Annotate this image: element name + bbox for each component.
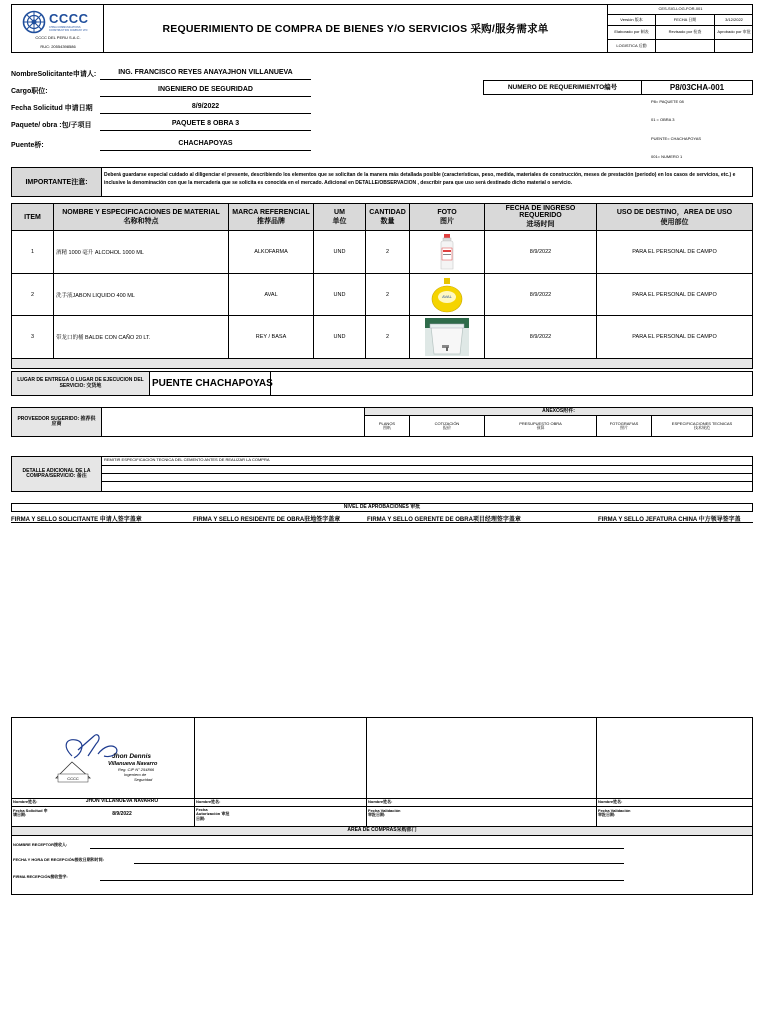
row-foto: [410, 316, 485, 358]
row-um: UND: [314, 316, 366, 358]
fecha-value: 3/12/2022: [725, 16, 743, 22]
sig1-fecha-label: Fecha Solicitud 申请日期:: [13, 808, 48, 818]
firma-jefatura: FIRMA Y SELLO JEFATURA CHINA 中方领导签字盖: [598, 517, 741, 523]
req-note-4: 001= NUMERO 1: [651, 154, 683, 159]
anexo-fotografias-zh: 照片: [620, 425, 628, 430]
sig1-fecha-value[interactable]: 8/9/2022: [112, 811, 132, 817]
firma-recepcion-label: FIRMA RECEPCIÓN接收签字:: [13, 874, 68, 879]
receptor-line[interactable]: [90, 848, 624, 849]
importante-label: IMPORTANTE注意:: [12, 168, 102, 196]
anexo-fotografias[interactable]: [597, 416, 652, 436]
anexo-presupuesto-es: PRESUPUESTO OBRA: [519, 420, 562, 426]
cargo-label: Cargo职位:: [11, 88, 48, 95]
bucket-with-tap-photo: [425, 318, 469, 356]
col-header-uso-zh: 使用部位: [660, 219, 689, 226]
area-blank-1: [656, 40, 715, 52]
anexo-especificaciones-zh: 技术规范: [694, 425, 710, 430]
table-footer-band: [12, 359, 752, 368]
col-header-uso: [597, 204, 752, 230]
requerimiento-value[interactable]: P8/03CHA-001: [669, 83, 725, 92]
proveedor-input[interactable]: [102, 408, 365, 436]
anexo-planos-es: PLANOS: [378, 420, 396, 426]
row-item: 3: [12, 316, 54, 358]
logo-name: CCCC: [49, 11, 89, 26]
sig3-nombre-label: Nombre姓名:: [368, 799, 393, 804]
puente-value[interactable]: CHACHAPOYAS: [100, 140, 311, 151]
importante-text: Deberá guardarse especial cuidado al diligenciar el presente, describiendo los elementos que se solicitan de la manera más detallada posible (características, peso, medida, materiales de construcción, meses de prestación (periodo) en los casos de servicios, etc.) e inclusive la denominación con que la mercadería que se solicita es conocida en el mercado. Adicional en DETALLE/OBSERVACION , describir para que uso será destinado dicho material o servicio.: [104, 172, 736, 186]
col-header-fecha: [485, 204, 597, 230]
row-um: UND: [314, 274, 366, 315]
col-header-cantidad: [366, 204, 410, 230]
header-block: [11, 4, 753, 53]
firma-residente: FIRMA Y SELLO RESIDENTE DE OBRA驻地签字盖章: [193, 517, 341, 523]
anexo-planos[interactable]: [365, 416, 410, 436]
aprobado-label: Aprobado por 审批: [717, 29, 751, 35]
col-header-marca-zh: 推荐品牌: [257, 217, 285, 225]
meta-row-area: [608, 40, 753, 52]
revisado-label: Revisado por 检查: [656, 26, 715, 39]
meta-block: [607, 5, 752, 52]
row-foto: [410, 231, 485, 273]
lugar-value[interactable]: PUENTE CHACHAPOYAS: [152, 378, 273, 389]
lugar-box: [11, 371, 753, 396]
version-label: Versión 版本: [608, 15, 656, 25]
company-name: CCCC DEL PERU S.A.C.: [35, 35, 81, 40]
paquete-value[interactable]: PAQUETE 8 OBRA 3: [100, 120, 311, 131]
table-row: [12, 274, 752, 316]
col-header-uso-es: USO DE DESTINO，AREA DE USO: [616, 209, 733, 216]
paquete-label: Paquete/ obra :包/子项目: [11, 122, 92, 129]
meta-row-version: [608, 15, 753, 26]
lugar-label: LUGAR DE ENTREGA O LUGAR DE EJECUCION DEL SERVICIO: 交货地: [12, 372, 150, 395]
anexo-cotizacion-zh: 报价: [443, 425, 451, 430]
cccc-logo-icon: [22, 10, 46, 34]
row-um: UND: [314, 231, 366, 273]
stamp-line-1: Jhon Dennis: [112, 753, 152, 760]
row-cantidad: 2: [366, 231, 410, 273]
meta-row-roles: [608, 26, 753, 40]
col-header-um: [314, 204, 366, 230]
area-compras-title: ÁREA DE COMPRAS采购部门: [12, 826, 752, 836]
items-table: [11, 203, 753, 369]
req-note-3: PUENTE= CHACHAPOYAS: [651, 136, 702, 141]
solicitante-label: NombreSolicitante申请人:: [11, 71, 97, 78]
col-header-foto-zh: 图片: [440, 217, 454, 225]
table-row: [12, 316, 752, 359]
col-header-item-es: ITEM: [24, 213, 41, 221]
row-fecha: 8/9/2022: [485, 231, 597, 273]
firma-line: [11, 522, 753, 523]
sig4-nombre-label: Nombre姓名:: [598, 799, 623, 804]
row-uso: PARA EL PERSONAL DE CAMPO: [632, 334, 717, 340]
svg-text:CCCC: CCCC: [67, 776, 79, 781]
puente-label: Puente桥:: [11, 142, 44, 149]
anexo-presupuesto[interactable]: [485, 416, 597, 436]
fecha-solicitud-label: Fecha Solicitud 申请日期: [11, 105, 93, 112]
stamp-line-5: Seguridad: [134, 777, 153, 782]
col-header-nombre-es: NOMBRE Y ESPECIFICACIONES DE MATERIAL: [62, 208, 220, 216]
col-header-um-es: UM: [334, 208, 345, 216]
anexos-block: [365, 408, 752, 436]
company-ruc: RUC: 20554398586: [40, 44, 76, 49]
detalle-label: DETALLE ADICIONAL DE LA COMPRA/SERVICIO: 备注: [12, 457, 102, 491]
req-note-1: P8= PAQUETE 08: [651, 99, 684, 104]
importante-box: [11, 167, 753, 197]
row-cantidad: 2: [366, 274, 410, 315]
col-header-um-zh: 单位: [332, 217, 347, 225]
row-marca: REY / BASA: [229, 316, 314, 358]
detalle-line-3[interactable]: [102, 474, 752, 482]
logo-area: [12, 5, 104, 52]
col-header-fecha-zh: 进场时间: [526, 221, 555, 228]
row-name: 带龙口的桶 BALDE CON CAÑO 20 LT.: [54, 316, 229, 358]
row-name: 酒精 1000 毫升 ALCOHOL 1000 ML: [54, 231, 229, 273]
liquid-soap-photo: [430, 277, 464, 313]
stamp-line-4: Ingeniero de: [124, 772, 147, 777]
requerimiento-box: [483, 80, 753, 95]
requerimiento-label: NUMERO DE REQUERIMIENTO编号: [484, 81, 642, 94]
sig4-fecha-label: Fecha Validación 审批日期:: [598, 808, 631, 818]
stamp-line-3: Reg. CIP N° 254866: [118, 767, 155, 772]
form-code: CES-SIG-LOG-FOR-001: [608, 5, 753, 15]
anexos-title: ANEXOS附件:: [365, 408, 752, 416]
aprobaciones-title: NIVEL DE APROBACIONES 审批: [343, 503, 421, 510]
anexo-especificaciones[interactable]: [652, 416, 752, 436]
sig3-fecha-label: Fecha Validación 审批日期:: [368, 808, 401, 818]
fecha-label: FECHA 日期: [656, 15, 715, 25]
signature-block: [11, 717, 753, 895]
solicitante-value[interactable]: ING. FRANCISCO REYES ANAYAJHON VILLANUEVA: [100, 69, 311, 80]
detalle-box: [11, 456, 753, 492]
col-header-nombre-zh: 名称和特点: [123, 217, 159, 225]
stamp-line-2: Villanueva Navarro: [108, 761, 158, 767]
logo-sub: CHINA COMMUNICATIONS CONSTRUCTION COMPANY LTD: [49, 26, 88, 32]
anexo-especificaciones-es: ESPECIFICACIONES TECNICAS: [671, 420, 733, 426]
col-header-nombre: [54, 204, 229, 230]
anexo-fotografias-es: FOTOGRAFIAS: [609, 420, 639, 426]
anexo-presupuesto-zh: 预算: [536, 425, 545, 430]
firma-gerente: FIRMA Y SELLO GERENTE DE OBRA项目经理签字盖章: [367, 517, 521, 523]
anexo-cotizacion[interactable]: [410, 416, 485, 436]
col-header-item: [12, 204, 54, 230]
fecha-solicitud-value[interactable]: 8/9/2022: [100, 103, 311, 114]
col-header-cantidad-zh: 数量: [380, 217, 395, 225]
firma-recepcion-line[interactable]: [100, 880, 624, 881]
sig1-nombre-label: Nombre姓名:: [13, 799, 38, 804]
row-uso: PARA EL PERSONAL DE CAMPO: [632, 291, 717, 298]
fecha-hora-label: FECHA Y HORA DE RECEPCIÓN接收日期和时间:: [13, 857, 104, 862]
lugar-blank: [270, 372, 752, 395]
col-header-cantidad-es: CANTIDAD: [369, 208, 406, 216]
sig2-nombre-label: Nombre姓名:: [196, 799, 221, 804]
table-header: [12, 204, 752, 231]
anexo-cotizacion-es: COTIZACIÓN: [434, 420, 460, 426]
row-uso: PARA EL PERSONAL DE CAMPO: [632, 249, 717, 255]
row-marca: ALKOFARMA: [229, 231, 314, 273]
row-fecha: 8/9/2022: [485, 316, 597, 358]
alcohol-bottle-photo: [437, 233, 457, 271]
proveedor-box: [11, 407, 753, 437]
col-header-marca: [229, 204, 314, 230]
row-foto: [410, 274, 485, 315]
detalle-line-2[interactable]: [102, 466, 752, 474]
cargo-value[interactable]: INGENIERO DE SEGURIDAD: [100, 86, 311, 97]
row-item: 1: [12, 231, 54, 273]
receptor-label: NOMBRE RECEPTOR接收人:: [13, 842, 68, 847]
row-name: 洗手液JABON LIQUIDO 400 ML: [54, 274, 229, 315]
form-title: REQUERIMIENTO DE COMPRA DE BIENES Y/O SERVICIOS 采购/服务需求单: [162, 23, 549, 35]
area-label: LOGISTICA 后勤: [608, 40, 656, 52]
req-note-2: 01 = OBRA 3: [651, 117, 675, 122]
fecha-hora-line[interactable]: [134, 863, 624, 864]
row-cantidad: 2: [366, 316, 410, 358]
row-item: 2: [12, 274, 54, 315]
sig1-nombre-value[interactable]: JHON VILLANUEVA NAVARRO: [85, 798, 159, 804]
firma-solicitante: FIRMA Y SELLO SOLICITANTE 申请人签字盖章: [11, 517, 142, 523]
proveedor-label: PROVEEDOR SUGERIDO: 推荐供应商: [12, 408, 102, 436]
elaborado-label: Elaborado por 制表: [608, 26, 656, 39]
svg-text:AVAL: AVAL: [442, 293, 452, 299]
aprobaciones-box: [11, 503, 753, 512]
col-header-marca-es: MARCA REFERENCIAL: [232, 208, 310, 216]
detalle-note[interactable]: REMITIR ESPECIFICACION TECNICA DEL CEMENTO ANTES DE REALIZAR LA COMPRA: [102, 457, 752, 466]
row-marca: AVAL: [229, 274, 314, 315]
anexo-planos-zh: 图纸: [383, 425, 391, 430]
col-header-fecha-es: FECHA DE INGRESO REQUERIDO: [505, 205, 576, 219]
col-header-foto: [410, 204, 485, 230]
row-fecha: 8/9/2022: [485, 274, 597, 315]
table-row: [12, 231, 752, 274]
sig2-fecha-label: Fecha Autorización 审批日期:: [196, 807, 230, 821]
col-header-foto-es: FOTO: [437, 208, 457, 216]
